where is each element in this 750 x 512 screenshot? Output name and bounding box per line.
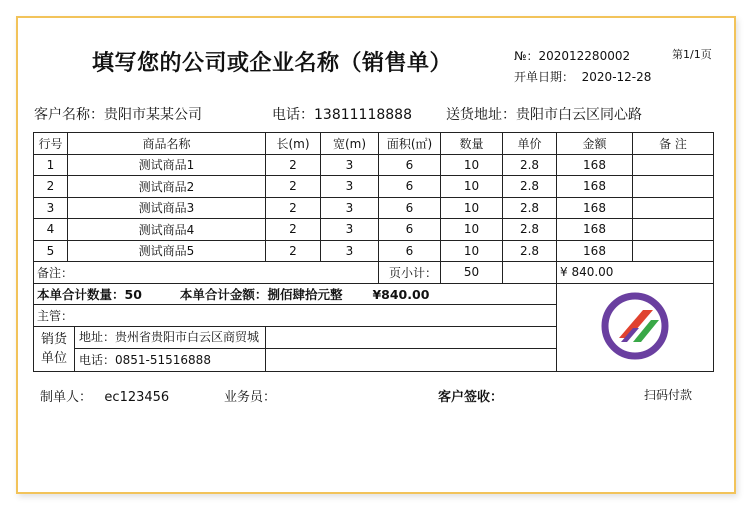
length-cell: 2 — [266, 219, 321, 241]
quantity-cell: 10 — [441, 176, 503, 198]
product-name: 测试商品1 — [68, 154, 266, 176]
payment-logo-icon — [599, 290, 671, 362]
width-cell: 3 — [321, 197, 379, 219]
page-subtotal-empty — [503, 262, 557, 284]
area-cell: 6 — [379, 240, 441, 262]
page-subtotal-label: 页小计： — [379, 262, 441, 284]
scan-pay-label: 扫码付款 — [644, 388, 693, 402]
length-cell: 2 — [266, 176, 321, 198]
amount-cell: 168 — [557, 176, 633, 198]
unit-price-cell: 2.8 — [503, 176, 557, 198]
product-name: 测试商品3 — [68, 197, 266, 219]
seller-phone-extension — [266, 349, 557, 372]
customer-phone — [272, 104, 412, 124]
quantity-cell: 10 — [441, 240, 503, 262]
order-date-label: 开单日期： — [514, 70, 575, 84]
area-cell: 6 — [379, 197, 441, 219]
header-cell: 面积(㎡) — [379, 133, 441, 155]
maker-label: 制单人： — [40, 390, 93, 405]
header-cell: 单价 — [503, 133, 557, 155]
amount-cell: 168 — [557, 219, 633, 241]
delivery-address-label: 送货地址： — [446, 107, 516, 123]
width-cell: 3 — [321, 219, 379, 241]
delivery-address-value: 贵阳市白云区同心路 — [516, 107, 642, 123]
table-row — [34, 154, 714, 176]
order-table — [33, 132, 714, 372]
table-row — [34, 240, 714, 262]
remark-cell — [633, 154, 714, 176]
product-name: 测试商品5 — [68, 240, 266, 262]
row-number: 4 — [34, 219, 68, 241]
remark-cell — [633, 176, 714, 198]
length-cell: 2 — [266, 154, 321, 176]
total-qty-label: 本单合计数量： — [37, 286, 125, 302]
seller-label-line1: 销货 — [40, 331, 67, 347]
header-cell: 备 注 — [633, 133, 714, 155]
table-row — [34, 176, 714, 198]
amount-cell: 168 — [557, 197, 633, 219]
row-number: 3 — [34, 197, 68, 219]
header-cell: 行号 — [34, 133, 68, 155]
total-qty-value: 50 — [124, 286, 142, 302]
order-total-row — [34, 283, 714, 305]
qr-pay-cell — [557, 283, 714, 371]
table-header-row — [34, 133, 714, 155]
document-title: 填写您的公司或企业名称（销售单） — [92, 51, 453, 76]
amount-cell: 168 — [557, 240, 633, 262]
table-row — [34, 197, 714, 219]
customer-phone-label: 电话： — [272, 107, 314, 123]
page-subtotal-amount: ¥ 840.00 — [557, 262, 714, 284]
maker — [40, 386, 169, 405]
order-date — [514, 68, 651, 85]
remark-cell — [633, 240, 714, 262]
unit-price-cell: 2.8 — [503, 219, 557, 241]
sales-order-sheet — [16, 16, 736, 494]
order-total-cell — [34, 283, 557, 305]
customer-name — [34, 104, 202, 124]
remark-cell — [633, 219, 714, 241]
customer-phone-value: 13811118888 — [314, 107, 412, 123]
quantity-cell: 10 — [441, 154, 503, 176]
total-amount-label: 本单合计金额： — [179, 286, 268, 302]
salesman-label: 业务员： — [224, 390, 277, 405]
customer-signature-label: 客户签收： — [438, 390, 504, 405]
unit-price-cell: 2.8 — [503, 154, 557, 176]
table-row — [34, 219, 714, 241]
seller-label-line2: 单位 — [40, 350, 67, 366]
seller-address: 地址：贵州省贵阳市白云区商贸城 — [75, 327, 265, 349]
header-cell: 商品名称 — [68, 133, 266, 155]
row-number: 1 — [34, 154, 68, 176]
total-amount-value: ¥840.00 — [372, 286, 430, 302]
unit-price-cell: 2.8 — [503, 197, 557, 219]
remark-cell — [633, 197, 714, 219]
header-cell: 金额 — [557, 133, 633, 155]
seller-address-extension — [266, 326, 557, 349]
page-subtotal-row — [34, 262, 714, 284]
customer-name-value: 贵阳市某某公司 — [104, 107, 202, 123]
quantity-cell: 10 — [441, 219, 503, 241]
width-cell: 3 — [321, 240, 379, 262]
manager-label: 主管： — [34, 305, 557, 327]
row-number: 5 — [34, 240, 68, 262]
header-cell: 长(m) — [266, 133, 321, 155]
total-amount-words: 捌佰肆拾元整 — [267, 286, 343, 302]
delivery-address — [446, 104, 642, 124]
remark-label: 备注： — [34, 262, 379, 284]
product-name: 测试商品2 — [68, 176, 266, 198]
product-name: 测试商品4 — [68, 219, 266, 241]
maker-value: ec123456 — [104, 390, 170, 405]
customer-name-label: 客户名称： — [34, 107, 104, 123]
area-cell: 6 — [379, 176, 441, 198]
seller-phone: 电话：0851-51516888 — [79, 352, 211, 367]
unit-price-cell: 2.8 — [503, 240, 557, 262]
order-number — [514, 47, 630, 64]
area-cell: 6 — [379, 219, 441, 241]
order-date-value: 2020-12-28 — [581, 70, 652, 84]
width-cell: 3 — [321, 176, 379, 198]
page-subtotal-qty: 50 — [441, 262, 503, 284]
amount-cell: 168 — [557, 154, 633, 176]
seller-label — [34, 327, 75, 371]
order-number-value: 202012280002 — [538, 49, 631, 63]
order-number-label: №： — [514, 49, 539, 63]
header-cell: 宽(m) — [321, 133, 379, 155]
width-cell: 3 — [321, 154, 379, 176]
quantity-cell: 10 — [441, 197, 503, 219]
page-indicator: 第1/1页 — [672, 48, 712, 61]
header-cell: 数量 — [441, 133, 503, 155]
seller-block — [34, 326, 266, 371]
length-cell: 2 — [266, 197, 321, 219]
length-cell: 2 — [266, 240, 321, 262]
row-number: 2 — [34, 176, 68, 198]
area-cell: 6 — [379, 154, 441, 176]
